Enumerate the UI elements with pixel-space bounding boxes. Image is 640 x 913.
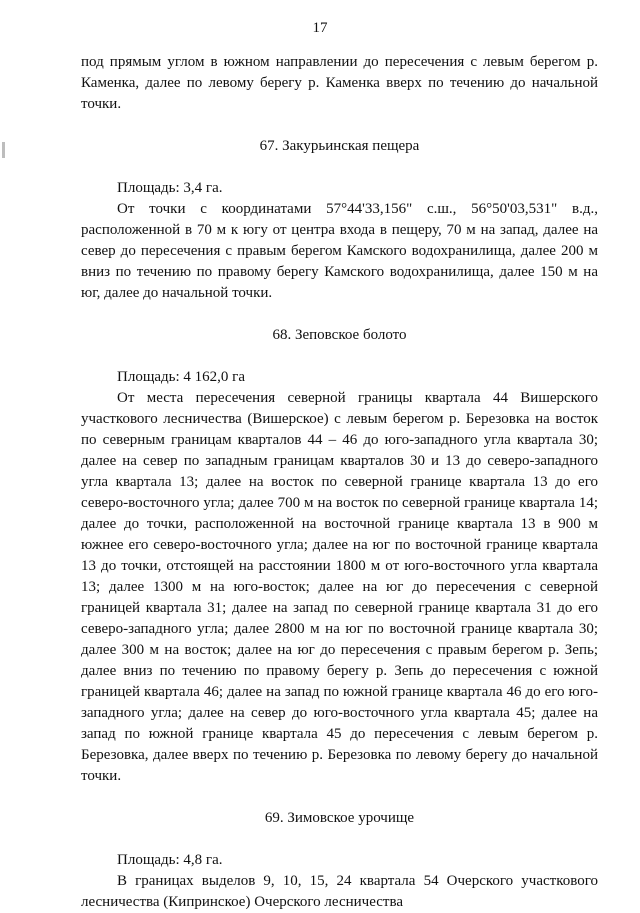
section-description-69: В границах выделов 9, 10, 15, 24 квартала 54 Очерского участкового лесничества (Кипринское) Очерского лесничества bbox=[81, 873, 598, 910]
section-description-68: От места пересечения северной границы квартала 44 Вишерского участкового лесничества (Вишерское) с левым берегом р. Березовка на восток по северным границам кварталов 44 – 46 до юго-западного угла квартала 30; далее на север по западным границам кварталов 30 и 13 до северо-западного угла квартала 13; далее на восток по северной границе квартала 13 до его северо-восточного угла; далее 700 м на восток по северной границе квартала 14; далее до точки, расположенной на восточной границе квартала 13 в 900 м южнее его северо-восточного угла; далее на юг по восточной границе квартала 13 до точки, отстоящей на расстоянии 1800 м от юго-восточного угла квартала 13; далее 1300 м на юго-восток; далее на юг до пересечения с северной границей квартала 31; далее на запад по северной границе квартала 31 до его северо-западного угла; далее 2800 м на юг по восточной границе квартала 30; далее 300 м на восток; далее на юг до пересечения с правым берегом р. Зепь; далее вниз по течению по правому берегу р. Зепь до пересечения с южной границей квартала 46; далее на запад по южной границе квартала 46 до его юго-западного угла; далее на север до юго-восточного угла квартала 45; далее на запад по южной границе квартала 45 до пересечения с левым берегом р. Березовка, далее вверх по течению р. Березовка по левому берегу до начальной точки. bbox=[81, 390, 598, 784]
document-body bbox=[81, 52, 598, 913]
intro-paragraph: под прямым углом в южном направлении до пересечения с левым берегом р. Каменка, далее по левому берегу р. Каменка вверх по течению до начальной точки. bbox=[81, 54, 598, 112]
section-heading-68: 68. Зеповское болото bbox=[272, 327, 407, 343]
section-area-68: Площадь: 4 162,0 га bbox=[117, 369, 245, 385]
section-area-69: Площадь: 4,8 га. bbox=[117, 852, 223, 868]
scan-margin-mark bbox=[2, 142, 5, 158]
page-number: 17 bbox=[312, 20, 328, 36]
section-heading-67: 67. Закурьинская пещера bbox=[259, 138, 420, 154]
section-description-67: От точки с координатами 57°44'33,156" с.ш., 56°50'03,531" в.д., расположенной в 70 м к югу от центра входа в пещеру, 70 м на запад, далее на север до пересечения с правым берегом Камского водохранилища, далее 200 м вниз по течению по правому берегу Камского водохранилища, далее 150 м на юг, далее до начальной точки. bbox=[81, 201, 598, 301]
section-area-67: Площадь: 3,4 га. bbox=[117, 180, 223, 196]
section-heading-69: 69. Зимовское урочище bbox=[264, 810, 415, 826]
